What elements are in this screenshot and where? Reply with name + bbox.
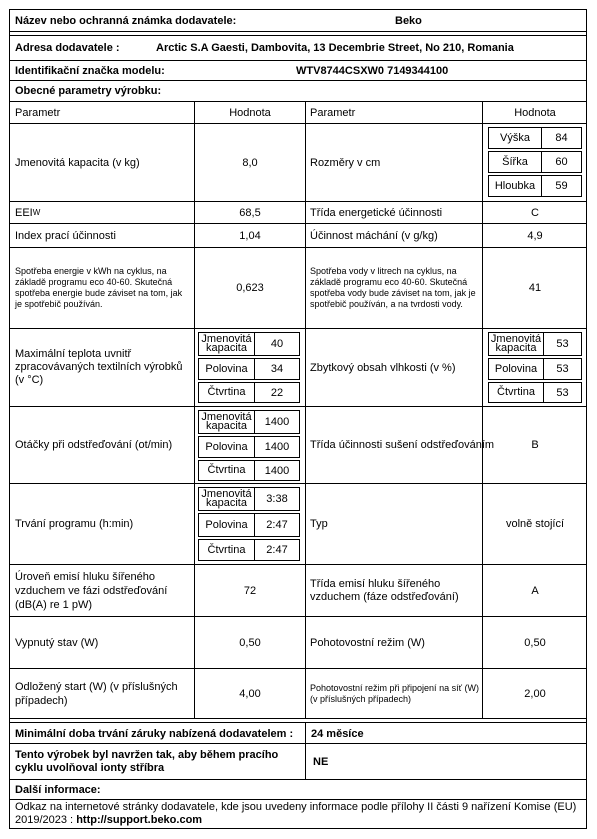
network-standby-label: Pohotovostní režim při připojení na síť (W) (v příslušných případech) bbox=[310, 682, 479, 704]
moisture-half-value: 53 bbox=[543, 358, 582, 380]
water-consumption-label: Spotřeba vody v litrech na cyklus, na základě programu eco 40-60. Skutečná spotřeba vody bude záviset na tom, jak je spotřebič používán, a na tvrdosti vody. bbox=[310, 266, 476, 309]
spin-class-label: Třída účinnosti sušení odstřeďováním bbox=[310, 439, 495, 451]
silver-row bbox=[10, 744, 586, 780]
address-label: Adresa dodavatele : bbox=[15, 42, 120, 54]
energy-consumption-value: 0,623 bbox=[236, 282, 264, 294]
support-link[interactable]: http://support.beko.com bbox=[76, 814, 203, 826]
address-value: Arctic S.A Gaesti, Dambovita, 13 Decembrie Street, No 210, Romania bbox=[156, 42, 514, 54]
capacity-label: Jmenovitá kapacita (v kg) bbox=[15, 156, 140, 169]
model-value: WTV8744CSXW0 7149344100 bbox=[296, 64, 449, 77]
delay-label: Odložený start (W) (v příslušných případech) bbox=[15, 680, 178, 707]
duration-row bbox=[10, 484, 586, 565]
general-label: Obecné parametry výrobku: bbox=[15, 85, 162, 97]
dimensions-label: Rozměry v cm bbox=[310, 156, 381, 169]
delay-row bbox=[10, 669, 586, 719]
temperature-label: Maximální teplota uvnitř zpracovávaných textilních výrobků (v °C) bbox=[15, 348, 183, 386]
spin-label: Otáčky při odstřeďování (ot/min) bbox=[15, 439, 173, 451]
supplier-label: Název nebo ochranná známka dodavatele: bbox=[15, 14, 237, 27]
depth-label: Hloubka bbox=[488, 175, 542, 197]
address-row bbox=[10, 35, 586, 61]
wash-index-row bbox=[10, 224, 586, 248]
wash-index-value: 1,04 bbox=[239, 229, 261, 242]
col-param-right: Parametr bbox=[310, 106, 356, 119]
supplier-row bbox=[10, 10, 586, 32]
noise-value: 72 bbox=[243, 584, 257, 597]
noise-class-value: A bbox=[531, 584, 539, 597]
type-label: Typ bbox=[310, 518, 328, 530]
consumption-row bbox=[10, 248, 586, 329]
noise-row bbox=[10, 565, 586, 617]
temp-rated-label: Jmenovitá kapacita bbox=[198, 332, 255, 356]
spin-half-value: 1400 bbox=[254, 436, 300, 458]
width-value: 60 bbox=[541, 151, 582, 173]
height-value: 84 bbox=[541, 127, 582, 149]
height-label: Výška bbox=[488, 127, 542, 149]
duration-rated-label: Jmenovitá kapacita bbox=[198, 487, 255, 511]
temp-quarter-label: Čtvrtina bbox=[198, 382, 255, 403]
warranty-row bbox=[10, 722, 586, 744]
eei-row bbox=[10, 202, 586, 224]
width-label: Šířka bbox=[488, 151, 542, 173]
duration-label: Trvání programu (h:min) bbox=[15, 518, 134, 530]
rinse-value: 4,9 bbox=[527, 229, 543, 242]
model-row bbox=[10, 61, 586, 81]
duration-rated-value: 3:38 bbox=[254, 487, 300, 511]
noise-class-label: Třída emisí hluku šířeného vzduchem (fáze odstřeďování) bbox=[310, 577, 459, 603]
silver-value: NE bbox=[313, 755, 329, 768]
moisture-rated-value: 53 bbox=[543, 332, 582, 356]
moisture-quarter-label: Čtvrtina bbox=[488, 382, 544, 403]
silver-label: Tento výrobek byl navržen tak, aby během pracího cyklu uvolňoval ionty stříbra bbox=[15, 748, 279, 774]
spin-quarter-label: Čtvrtina bbox=[198, 460, 255, 481]
warranty-value: 24 měsíce bbox=[311, 727, 364, 740]
more-info-row bbox=[10, 780, 586, 800]
capacity-row bbox=[10, 124, 586, 202]
delay-value: 4,00 bbox=[239, 687, 261, 700]
supplier-value: Beko bbox=[395, 14, 422, 27]
type-value: volně stojící bbox=[505, 518, 565, 530]
spin-row bbox=[10, 407, 586, 484]
energy-consumption-label: Spotřeba energie v kWh na cyklus, na základě programu eco 40-60. Skutečná spotřeba energie bude záviset na tom, jak je spotřebič používán. bbox=[15, 266, 183, 309]
moisture-rated-label: Jmenovitá kapacita bbox=[488, 332, 544, 356]
warranty-label: Minimální doba trvání záruky nabízená dodavatelem : bbox=[15, 727, 294, 740]
energy-class-value: C bbox=[531, 206, 539, 219]
more-info-body: Odkaz na internetové stránky dodavatele, kde jsou uvedeny informace podle přílohy II části 9 nařízení Komise (EU) 2019/2023 : bbox=[15, 801, 577, 826]
network-standby-value: 2,00 bbox=[524, 687, 546, 700]
depth-value: 59 bbox=[541, 175, 582, 197]
duration-half-value: 2:47 bbox=[254, 513, 300, 537]
model-label: Identifikační značka modelu: bbox=[15, 64, 165, 77]
off-label: Vypnutý stav (W) bbox=[15, 636, 99, 649]
standby-value: 0,50 bbox=[524, 636, 546, 649]
more-info-text bbox=[15, 801, 583, 827]
spin-rated-value: 1400 bbox=[254, 410, 300, 434]
spin-half-label: Polovina bbox=[198, 436, 255, 458]
temp-rated-value: 40 bbox=[254, 332, 300, 356]
capacity-value: 8,0 bbox=[242, 156, 258, 169]
temperature-row bbox=[10, 329, 586, 407]
eei-value: 68,5 bbox=[239, 206, 261, 219]
off-value: 0,50 bbox=[239, 636, 261, 649]
duration-quarter-label: Čtvrtina bbox=[198, 539, 255, 561]
moisture-quarter-value: 53 bbox=[543, 382, 582, 403]
more-info-label: Další informace: bbox=[15, 783, 101, 796]
moisture-label: Zbytkový obsah vlhkosti (v %) bbox=[310, 361, 456, 374]
spin-rated-label: Jmenovitá kapacita bbox=[198, 410, 255, 434]
energy-class-label: Třída energetické účinnosti bbox=[310, 206, 443, 219]
column-header-row bbox=[10, 102, 586, 124]
temp-half-value: 34 bbox=[254, 358, 300, 380]
noise-label: Úroveň emisí hluku šířeného vzduchem ve fázi odstřeďování (dB(A) re 1 pW) bbox=[15, 570, 168, 611]
general-row bbox=[10, 81, 586, 102]
energy-label-sheet bbox=[9, 9, 587, 829]
col-param-left: Parametr bbox=[15, 106, 61, 119]
eei-label: EEI W bbox=[15, 206, 41, 219]
spin-quarter-value: 1400 bbox=[254, 460, 300, 481]
rinse-label: Účinnost máchání (v g/kg) bbox=[310, 229, 438, 242]
water-consumption-value: 41 bbox=[528, 282, 542, 294]
standby-label: Pohotovostní režim (W) bbox=[310, 636, 425, 649]
moisture-half-label: Polovina bbox=[488, 358, 544, 380]
col-value-right: Hodnota bbox=[514, 106, 556, 119]
temp-half-label: Polovina bbox=[198, 358, 255, 380]
col-value-left: Hodnota bbox=[229, 106, 271, 119]
duration-half-label: Polovina bbox=[198, 513, 255, 537]
duration-quarter-value: 2:47 bbox=[254, 539, 300, 561]
off-row bbox=[10, 617, 586, 669]
wash-index-label: Index prací účinnosti bbox=[15, 229, 116, 242]
temp-quarter-value: 22 bbox=[254, 382, 300, 403]
spin-class-value: B bbox=[531, 439, 539, 451]
